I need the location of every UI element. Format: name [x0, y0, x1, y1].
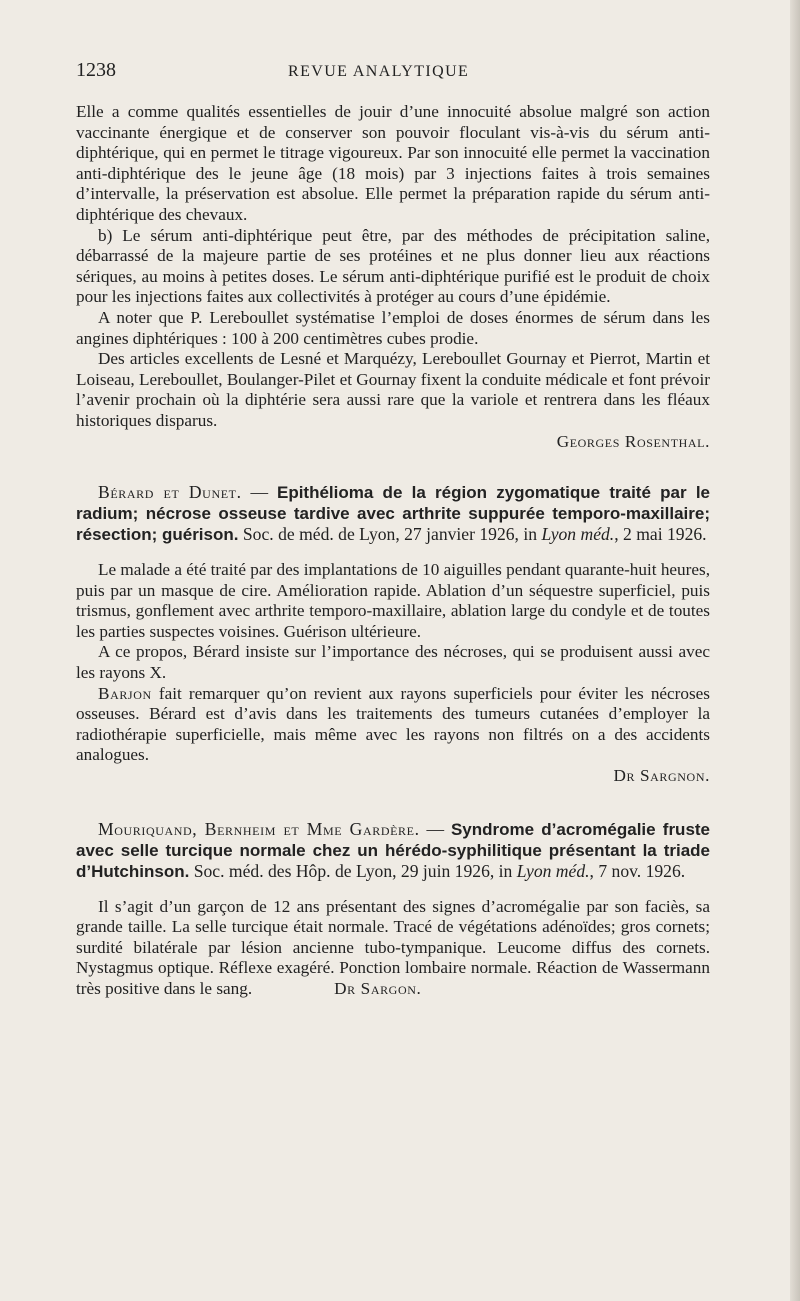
- spacer: [76, 787, 710, 819]
- article-title: Syndrome d’acromégalie fruste avec selle turcique normale chez un hérédo-syphilitique présentant la triade d’Hutchinson.: [76, 819, 711, 881]
- page-header: [76, 60, 710, 90]
- source: Soc. de méd. de Lyon, 27 janvier 1926, in: [238, 524, 542, 545]
- source-date: , 2 mai 1926.: [614, 524, 707, 545]
- paragraph: A noter que P. Lereboullet systématise l’emploi de doses énormes de sérum dans les angines diphtériques : 100 à 200 centimètres cubes prodie.: [76, 307, 710, 348]
- page-edge-shadow: [790, 0, 800, 1301]
- paragraph-text: fait remarquer qu’on revient aux rayons superficiels pour éviter les nécroses osseuses. Bérard est d’avis dans les traitements des tumeurs cutanées d’employer la radiothérapie superficielle, mais même avec les rayons non filtrés on a des accidents analogues.: [76, 683, 710, 765]
- signature: Dr Sargnon.: [613, 766, 710, 786]
- abstract-heading: [76, 482, 710, 545]
- article-title: Epithélioma de la région zygomatique traité par le radium; nécrose osseuse tardive avec arthrite suppurée temporo-maxillaire; résection; guérison.: [76, 483, 710, 545]
- paragraph: [76, 684, 710, 766]
- signature: Georges Rosenthal.: [556, 431, 710, 451]
- authors: Bérard et Dunet.: [98, 482, 242, 503]
- signature: Dr Sargon.: [334, 979, 422, 998]
- dash: —: [419, 818, 451, 839]
- journal-name: Lyon méd.: [516, 860, 590, 881]
- dash: —: [241, 482, 277, 503]
- text-column: [76, 60, 710, 1000]
- paragraph: [76, 897, 710, 1000]
- source: Soc. méd. des Hôp. de Lyon, 29 juin 1926, in: [189, 860, 517, 881]
- spacer: [76, 452, 710, 482]
- running-title: REVUE ANALYTIQUE: [288, 63, 470, 80]
- authors: Mouriquand, Bernheim et Mme Gardère.: [98, 818, 420, 839]
- source-date: , 7 nov. 1926.: [589, 860, 686, 881]
- page-number: 1238: [76, 59, 116, 81]
- person-name: Barjon: [98, 683, 152, 703]
- paragraph: Des articles excellents de Lesné et Marquézy, Lereboullet Gournay et Pierrot, Martin et Loiseau, Lereboullet, Boulanger-Pilet et Gournay fixent la conduite médicale et font prévoir l’avenir prochain où la diphtérie sera aussi rare que la variole et rentrera dans les fléaux historiques disparus.: [76, 349, 710, 430]
- paragraph: Elle a comme qualités essentielles de jouir d’une innocuité absolue malgré son action vaccinante énergique et de conserver son pouvoir floculant vis-à-vis du sérum anti-diphtérique, qui en permet le titrage vigoureux. Par son innocuité elle permet la vaccination anti-diphtérique des le jeune âge (18 mois) par 3 injections faites à trois semaines d’intervalle, la préservation est absolue. Elle permet la préparation rapide du sérum anti-diphtérique des chevaux.: [76, 102, 710, 224]
- abstract-heading: [76, 819, 710, 882]
- paragraph: b) Le sérum anti-diphtérique peut être, par des méthodes de précipitation saline, débarrassé de la majeure partie de ses protéines et ne plus donner lieu aux réactions sériques, au moins à petites doses. Le sérum anti-diphtérique purifié est le produit de choix pour les injections faites aux collectivités à protéger au cours d’une épidémie.: [76, 225, 710, 307]
- paragraph: A ce propos, Bérard insiste sur l’importance des nécroses, qui se produisent aussi avec les rayons X.: [76, 642, 710, 683]
- paragraph-text: Il s’agit d’un garçon de 12 ans présentant des signes d’acromégalie par son faciès, sa grande taille. La selle turcique était normale. Tracé de végétations adénoïdes; gros cornets; surdité bilatérale par lésion ancienne tubo-tympanique. Leucome diffus des cornets. Nystagmus optique. Réflexe exagéré. Ponction lombaire normale. Réaction de Wassermann très positive dans le sang.: [76, 896, 710, 998]
- spacer: [76, 545, 710, 560]
- paragraph: Le malade a été traité par des implantations de 10 aiguilles pendant quarante-huit heures, puis par un masque de cire. Amélioration rapide. Ablation d’un séquestre superficiel, puis trismus, gonflement avec arthrite temporo-maxillaire, ablation large du condyle et de toutes les parties suspectes voisines. Guérison ultérieure.: [76, 560, 710, 641]
- spacer: [76, 882, 710, 897]
- journal-name: Lyon méd.: [541, 524, 615, 545]
